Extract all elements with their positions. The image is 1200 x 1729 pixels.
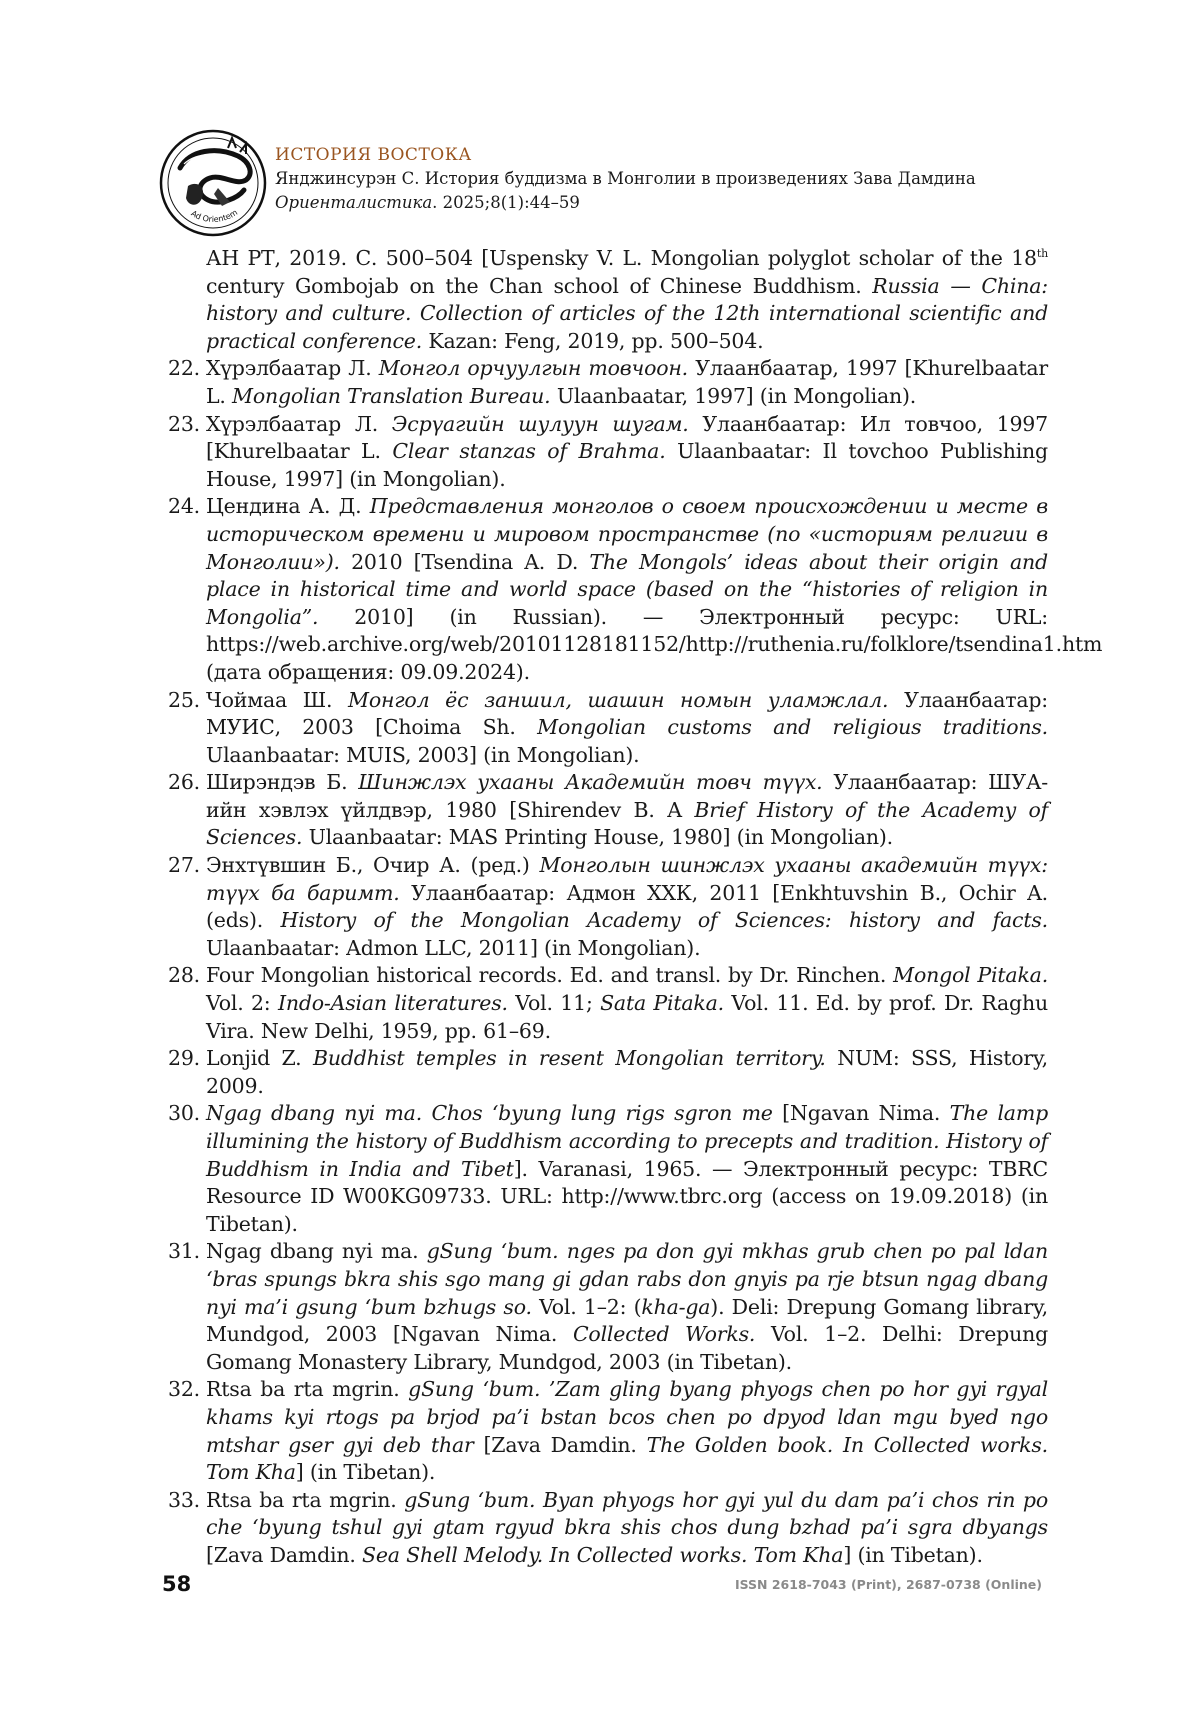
reference-entry [158, 355, 1048, 410]
italic-title: gSung ‘bum. ’Zam gling byang phyogs chen po hor gyi rgyal khams kyi rtogs pa brjod pa’i bstan bcos chen po dpyod ldan mgu byed ngo mtshar gser gyi deb thar [206, 1377, 1048, 1457]
italic-title: Indo-Asian literatures. [277, 991, 508, 1016]
italic-title: The Mongols’ ideas about their origin and place in historical time and world space (based on the “histories of religion in Mongolia”. [206, 549, 1048, 629]
reference-text-run: Улаанбаатар: ШУА-ийн хэвлэх үйлдвэр, 1980 [Shirendev B. A [206, 770, 1048, 822]
italic-title: Ngag dbang nyi ma. Chos ‘byung lung rigs sgron me [206, 1101, 773, 1126]
reference-number: 25. [167, 687, 200, 712]
article-citation [275, 191, 1055, 215]
reference-number: 26. [167, 770, 200, 795]
reference-text-run: [Zava Damdin. [206, 1542, 362, 1567]
italic-title: Представления монголов о своем происхождении и месте в историческом времени и мировом пространстве (по «историям религии в Монголии»). [206, 494, 1048, 574]
reference-text [206, 852, 1048, 962]
reference-text [206, 411, 1048, 494]
italic-title: kha-ga [641, 1294, 711, 1319]
reference-text-run: ). Deli: Drepung Gomang library, Mundgod, 2003 [Ngavan Nima. [206, 1294, 1048, 1347]
reference-text [206, 355, 1048, 410]
superscript-text: th [1036, 247, 1048, 261]
reference-entry [158, 1238, 1048, 1376]
italic-title: Эсрүагийн шулуун шугам. [391, 411, 689, 436]
citation-journal: Ориенталистика [275, 193, 433, 212]
reference-text-run: ]. Varanasi, 1965. — Электронный ресурс: TBRC Resource ID W00KG09733. URL: http://www.tbrc.org (access on 19.09.2018) (in Tibetan). [206, 1156, 1048, 1236]
reference-text-run: Kazan: Feng, 2019, pp. 500–504. [422, 328, 764, 353]
reference-text-run: Энхтүвшин Б., Очир А. (ред.) [206, 853, 540, 878]
reference-text-run: Ulaanbaatar: MAS Printing House, 1980] (in Mongolian). [302, 825, 893, 850]
reference-text-run: ] (in Tibetan). [295, 1460, 436, 1485]
reference-list [158, 245, 1103, 1570]
reference-entry [158, 852, 1048, 962]
italic-title: Mongolian Translation Bureau. [232, 383, 551, 408]
article-author-title: Янджинсурэн С. История буддизма в Монголии в произведениях Зава Дамдина [275, 169, 976, 188]
italic-title: The lamp illumining the history of Buddhism according to precepts and tradition. History of Buddhism in India and Tibet [206, 1101, 1048, 1181]
reference-text-run: Ulaanbaatar, 1997] (in Mongolian). [550, 383, 917, 408]
reference-text-run: Ulaanbaatar: MUIS, 2003] (in Mongolian). [206, 742, 640, 767]
running-header [158, 128, 1058, 228]
italic-title: Clear stanzas of Brahma. [392, 439, 666, 464]
reference-text-run: Vol. 2: [206, 991, 278, 1016]
reference-text [206, 1238, 1048, 1376]
journal-section-title: ИСТОРИЯ ВОСТОКА [275, 145, 472, 165]
reference-text [206, 687, 1048, 770]
citation-details: . 2025;8(1):44–59 [432, 193, 580, 212]
italic-title: Buddhist temples in resent Mongolian territory. [312, 1046, 826, 1071]
reference-number: 33. [167, 1487, 200, 1512]
reference-text-run: Хүрэлбаатар Л. [206, 411, 392, 436]
reference-text-run: Улаанбаатар: МУИС, 2003 [Choima Sh. [206, 687, 1049, 740]
reference-entry [158, 1376, 1048, 1486]
reference-text [206, 1376, 1048, 1486]
logo-ring-text: Ad Orientem [189, 207, 240, 225]
italic-title: Монголын шинжлэх ухааны академийн түүх: түүх ба баримт. [206, 853, 1048, 905]
reference-number: 23. [167, 411, 200, 436]
italic-title: The Golden book. In Collected works. Tom Kha [206, 1432, 1048, 1485]
header-text-block [275, 144, 1055, 215]
reference-text-run: 2010] (in Russian). — Электронный ресурс: URL: https://web.archive.org/web/20101128181152/http://ruthenia.ru/folklore/tsendina1.htm (дата обращения: 09.09.2024). [206, 604, 1103, 684]
reference-text-run: NUM: SSS, History, 2009. [206, 1046, 1048, 1098]
italic-title: Mongol Pitaka. [893, 963, 1049, 988]
reference-number: 24. [167, 494, 200, 519]
reference-text-run: Rtsa ba rta mgrin. [206, 1377, 409, 1402]
reference-text-run: Ulaanbaatar: Il tovchoo Publishing House, 1997] (in Mongolian). [206, 439, 1048, 491]
reference-text-run: АН РТ, 2019. С. 500–504 [Uspensky V. L. Mongolian polyglot scholar of the 18 [206, 246, 1037, 270]
reference-entry [158, 411, 1048, 494]
reference-text-run: Ширэндэв Б. [206, 770, 359, 795]
reference-entry [158, 962, 1048, 1045]
reference-entry [158, 1487, 1048, 1570]
reference-text-run: Four Mongolian historical records. Ed. and transl. by Dr. Rinchen. [206, 963, 894, 988]
reference-number: 28. [167, 963, 200, 988]
reference-number: 32. [167, 1377, 200, 1402]
reference-entry [158, 769, 1048, 852]
reference-text-run: Улаанбаатар: Адмон ХХК, 2011 [Enkhtuvshin B., Ochir A. (eds). [206, 880, 1048, 933]
reference-entry [158, 1045, 1048, 1100]
italic-title: Russia — China: history and culture. Collection of articles of the 12th international scientific and practical conference. [206, 273, 1048, 353]
reference-text-run: century Gombojab on the Chan school of Chinese Buddhism. [206, 273, 873, 298]
reference-text-run: Хүрэлбаатар Л. [206, 356, 379, 381]
reference-text-run: 2010 [Tsendina A. D. [339, 549, 590, 574]
italic-title: Mongolian customs and religious traditions. [537, 715, 1048, 740]
italic-title: Монгол ёс заншил, шашин номын уламжлал. [348, 687, 889, 712]
reference-entry [158, 1100, 1048, 1238]
reference-text [206, 245, 1048, 355]
reference-text-run: Vol. 1–2. Delhi: Drepung Gomang Monastery Library, Mundgod, 2003 (in Tibetan). [206, 1322, 1048, 1374]
reference-text-run: Улаанбаатар: Ил товчоо, 1997 [Khurelbaatar L. [206, 411, 1048, 464]
reference-text-run: Vol. 11. Ed. by prof. Dr. Raghu Vira. New Delhi, 1959, pp. 61–69. [206, 991, 1048, 1043]
reference-text-run: Vol. 11; [507, 991, 601, 1016]
reference-text-run: Улаанбаатар, 1997 [Khurelbaatar L. [206, 356, 1048, 408]
issn-line: ISSN 2618-7043 (Print), 2687-0738 (Online) [734, 1577, 1042, 1592]
reference-text-run: Ulaanbaatar: Admon LLC, 2011] (in Mongolian). [206, 935, 701, 960]
reference-entry [158, 245, 1048, 355]
reference-text-run: [Zava Damdin. [473, 1432, 647, 1457]
reference-entry [158, 493, 1103, 686]
reference-number: 27. [167, 853, 200, 878]
reference-text-run: Цендина А. Д. [206, 494, 370, 519]
reference-entry [158, 687, 1048, 770]
italic-title: Монгол орчуулгын товчоон. [378, 356, 688, 381]
reference-text [206, 1045, 1048, 1100]
reference-text [206, 493, 1103, 686]
journal-logo-emblem [158, 128, 268, 238]
reference-text-run: Vol. 1–2: ( [531, 1294, 642, 1319]
reference-text-run: [Ngavan Nima. [772, 1101, 950, 1126]
reference-number: 31. [167, 1239, 200, 1264]
reference-number: 30. [167, 1101, 200, 1126]
reference-text [206, 1100, 1048, 1238]
italic-title: History of the Mongolian Academy of Sciences: history and facts. [280, 908, 1048, 933]
italic-title: gSung ‘bum. Byan phyogs hor gyi yul du dam pa’i chos rin po che ‘byung tshul gyi gtam rgyud bkra shis chos dung bzhad pa’i sgra dbyangs [206, 1487, 1048, 1540]
reference-number: 29. [167, 1046, 200, 1071]
italic-title: Collected Works. [572, 1322, 756, 1347]
italic-title: Шинжлэх ухааны Академийн товч түүх. [358, 770, 823, 795]
page-footer [162, 1572, 1042, 1602]
reference-text-run: Ngag dbang nyi ma. [206, 1239, 427, 1264]
reference-text-run: Lonjid Z. [206, 1046, 313, 1071]
reference-text [206, 1487, 1048, 1570]
italic-title: Sea Shell Melody. In Collected works. Tom Kha [362, 1542, 844, 1567]
reference-number: 22. [167, 356, 200, 381]
reference-text [206, 962, 1048, 1045]
reference-text-run: Rtsa ba rta mgrin. [206, 1487, 405, 1512]
reference-text-run: Чоймаа Ш. [206, 687, 349, 712]
italic-title: Sata Pitaka. [600, 991, 724, 1016]
italic-title: gSung ‘bum. nges pa don gyi mkhas grub chen po pal ldan ‘bras spungs bkra shis sgo mang gi gdan rabs don gnyis pa rje btsun ngag dbang nyi ma’i gsung ‘bum bzhugs so. [206, 1239, 1049, 1319]
italic-title: Brief History of the Academy of Sciences. [206, 797, 1048, 850]
reference-text-run: ] (in Tibetan). [843, 1542, 983, 1567]
page-number: 58 [162, 1572, 192, 1596]
reference-text [206, 769, 1048, 852]
